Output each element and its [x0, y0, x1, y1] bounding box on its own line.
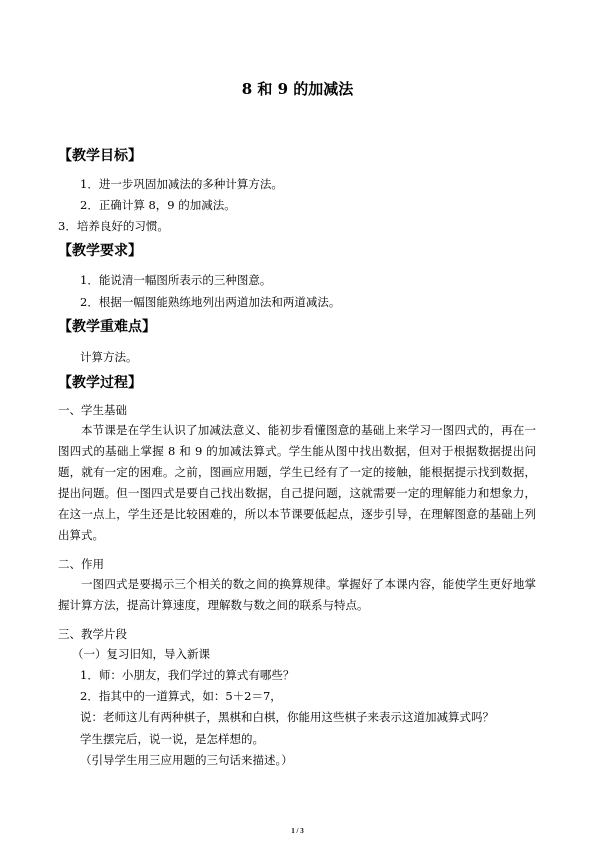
part2-title: 二、作用 [58, 557, 104, 571]
goals-heading: 【教学目标】 [58, 148, 142, 164]
goal-item-3: 3．培养良好的习惯。 [58, 219, 169, 233]
part1-paragraph: 本节课是在学生认识了加减法意义、能初步看懂图意的基础上来学习一图四式的，再在一图四式的基础上掌握 8 和 9 的加减法算式。学生能从图中找出数据，但对于根据数据提出问题，就有一定的困难。之前，图画应用题，学生已经有了一定的接触，能根据提示找到数据，提出问题。但一图四式是要自己找出数据，自己提问题，这就需要一定的理解能力和想象力，在这一点上，学生还是比较困难的，所以本节课要低起点，逐步引导，在理解图意的基础上列出算式。 [58, 423, 536, 542]
page-number: 1 / 3 [291, 827, 304, 835]
goal-item-1: 1．进一步巩固加减法的多种计算方法。 [80, 177, 283, 191]
key-points-text: 计算方法。 [80, 350, 138, 364]
requirements-heading: 【教学要求】 [58, 243, 142, 259]
requirement-item-1: 1．能说清一幅图所表示的三种图意。 [80, 273, 272, 287]
requirement-item-2: 2．根据一幅图能熟练地列出两道加法和两道减法。 [80, 295, 341, 309]
process-heading: 【教学过程】 [58, 375, 142, 391]
process-line-1: 1．师：小朋友，我们学过的算式有哪些？ [80, 668, 295, 682]
part3-title: 三、教学片段 [58, 627, 127, 641]
part2-paragraph: 一图四式是要揭示三个相关的数之间的换算规律。掌握好了本课内容，能使学生更好地掌握计算方法，提高计算速度，理解数与数之间的联系与特点。 [58, 577, 536, 612]
goal-item-2: 2．正确计算 8，9 的加减法。 [80, 198, 236, 212]
process-line-4: 学生摆完后，说一说，是怎样想的。 [80, 732, 264, 746]
process-line-2: 2．指其中的一道算式，如：5＋2＝7， [80, 689, 282, 703]
key-points-heading: 【教学重难点】 [58, 319, 156, 335]
part1-title: 一、学生基础 [58, 403, 127, 417]
part3-subheading: （一）复习旧知，导入新课 [72, 647, 210, 661]
page-title: 8 和 9 的加减法 [241, 80, 354, 98]
process-line-3: 说：老师这儿有两种棋子，黑棋和白棋，你能用这些棋子来表示这道加减算式吗？ [80, 710, 494, 724]
process-line-5: （引导学生用三应用题的三句话来描述。） [80, 753, 293, 767]
